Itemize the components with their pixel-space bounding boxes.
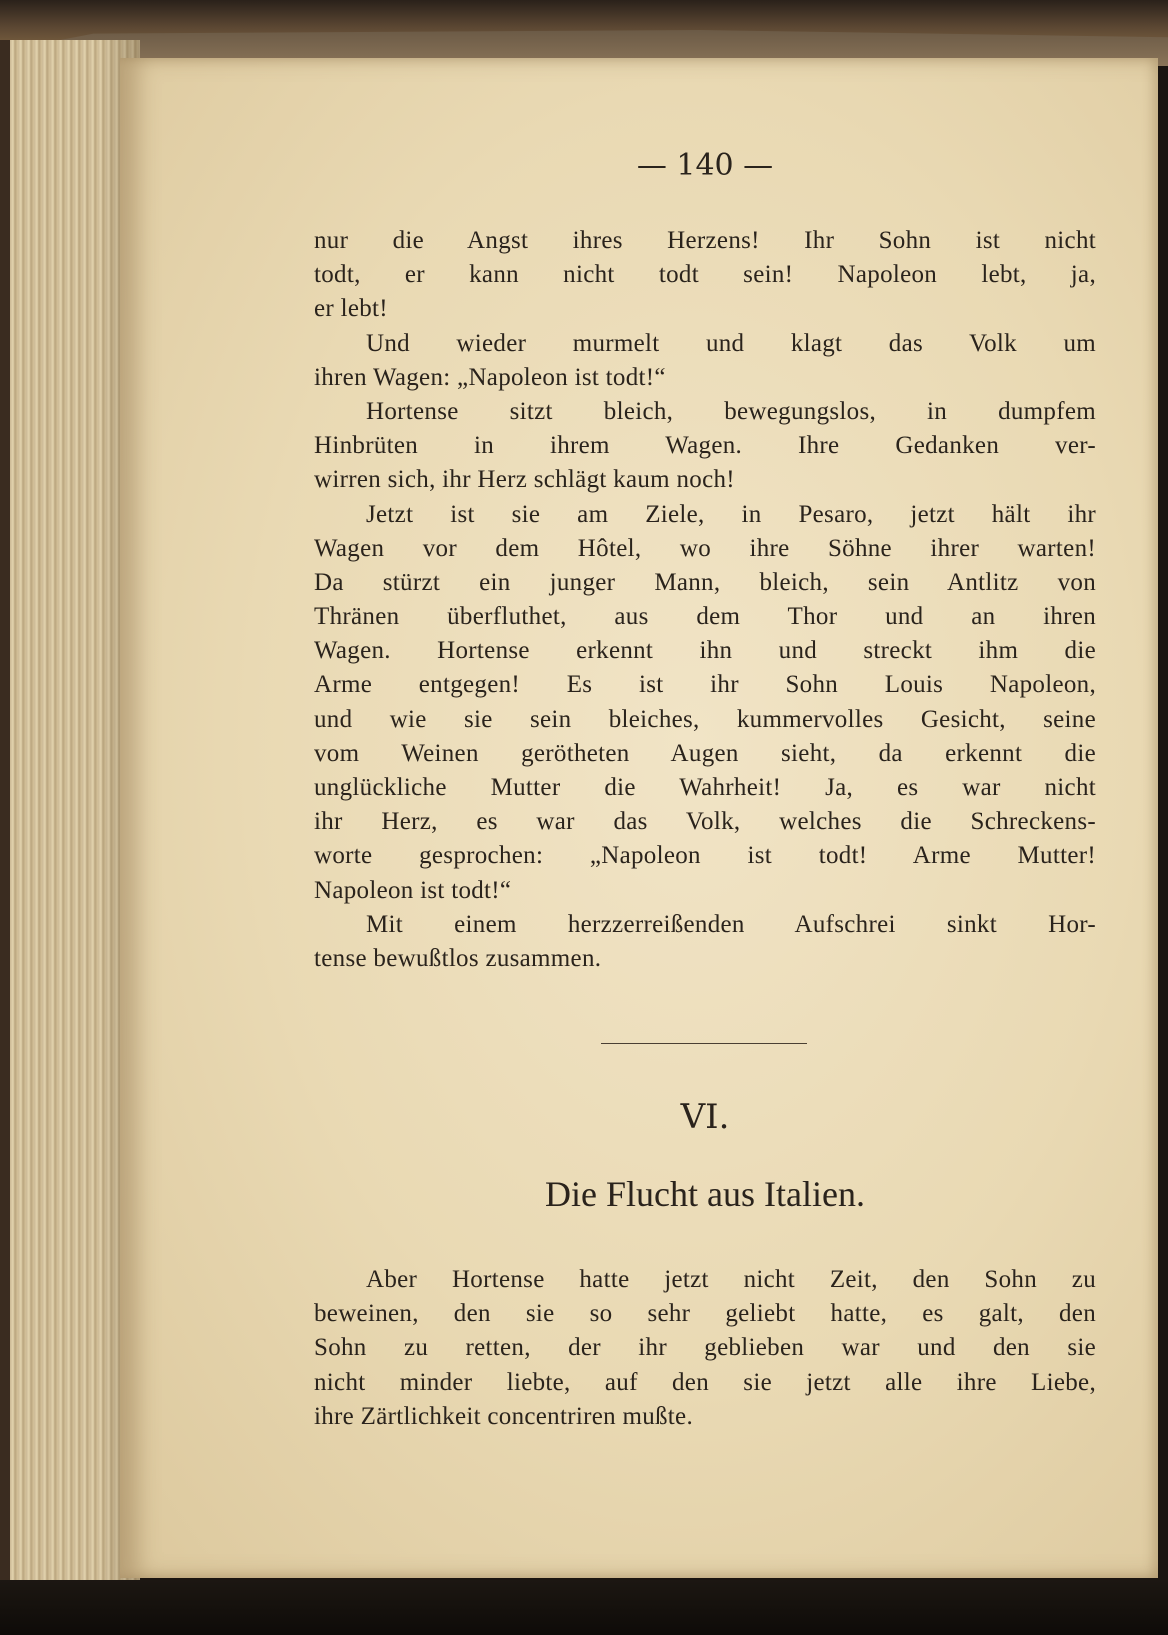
- text-line: ihren Wagen: „Napoleon ist todt!“: [314, 363, 666, 391]
- text-line: Thränen überfluthet, aus dem Thor und an ihren: [314, 603, 1096, 631]
- page-number: — 140 —: [636, 148, 774, 183]
- chapter-number: VI.: [680, 1097, 730, 1137]
- text-line: nicht minder liebte, auf den sie jetzt alle ihre Liebe,: [314, 1368, 1096, 1396]
- text-line: und wie sie sein bleiches, kummervolles Gesicht, seine: [314, 705, 1096, 733]
- text-line: vom Weinen gerötheten Augen sieht, da erkennt die: [314, 739, 1096, 767]
- text-line: nur die Angst ihres Herzens! Ihr Sohn ist nicht: [314, 227, 1096, 254]
- text-line: tense bewußtlos zusammen.: [314, 944, 602, 972]
- text-line: beweinen, den sie so sehr geliebt hatte, es galt, den: [314, 1300, 1096, 1328]
- text-line: Hortense sitzt bleich, bewegungslos, in dumpfem: [366, 397, 1096, 425]
- text-line: unglückliche Mutter die Wahrheit! Ja, es war nicht: [314, 774, 1096, 801]
- text-line: Sohn zu retten, der ihr geblieben war und den sie: [314, 1334, 1096, 1362]
- text-line: ihr Herz, es war das Volk, welches die Schreckens-: [314, 808, 1096, 836]
- section-divider: [601, 1043, 807, 1044]
- text-line: Arme entgegen! Es ist ihr Sohn Louis Napoleon,: [314, 671, 1096, 699]
- text-line: Mit einem herzzerreißenden Aufschrei sinkt Hor-: [366, 910, 1096, 938]
- text-line: Wagen vor dem Hôtel, wo ihre Söhne ihrer warten!: [314, 534, 1096, 562]
- text-line: Jetzt ist sie am Ziele, in Pesaro, jetzt hält ihr: [366, 500, 1096, 528]
- text-line: wirren sich, ihr Herz schlägt kaum noch!: [314, 466, 735, 494]
- text-line: Und wieder murmelt und klagt das Volk um: [366, 329, 1096, 357]
- book-cover-bottom: [0, 1580, 1168, 1635]
- text-line: Aber Hortense hatte jetzt nicht Zeit, den Sohn zu: [366, 1266, 1096, 1293]
- body-text-top: [314, 224, 1096, 976]
- text-line: Napoleon ist todt!“: [314, 876, 512, 904]
- text-line: er lebt!: [314, 295, 388, 323]
- text-line: Wagen. Hortense erkennt ihn und streckt ihm die: [314, 637, 1096, 665]
- body-text-bottom: [314, 1263, 1096, 1434]
- text-line: ihre Zärtlichkeit concentriren mußte.: [314, 1402, 693, 1430]
- text-line: Da stürzt ein junger Mann, bleich, sein Antlitz von: [314, 568, 1096, 596]
- text-line: Hinbrüten in ihrem Wagen. Ihre Gedanken ver-: [314, 432, 1096, 460]
- text-line: todt, er kann nicht todt sein! Napoleon lebt, ja,: [314, 261, 1096, 289]
- chapter-title: Die Flucht aus Italien.: [545, 1174, 865, 1214]
- text-line: worte gesprochen: „Napoleon ist todt! Arme Mutter!: [314, 842, 1096, 870]
